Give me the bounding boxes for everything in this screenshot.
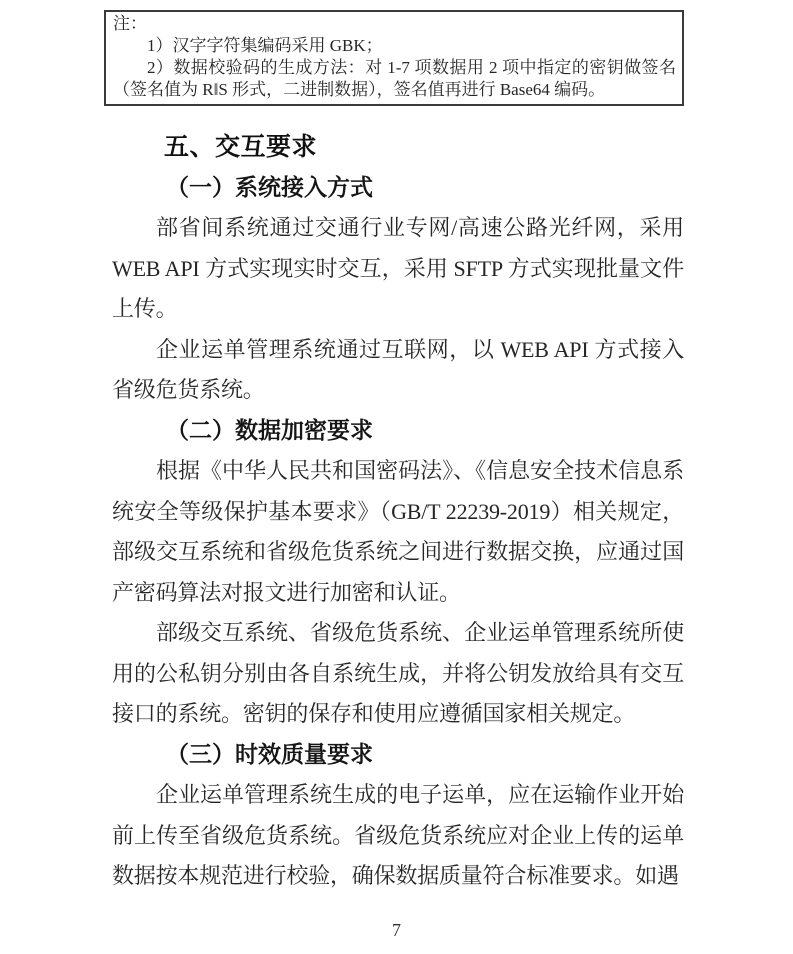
subsection-heading-timeliness-quality: （三）时效质量要求 — [166, 741, 373, 767]
paragraph-timeliness-quality-1: 企业运单管理系统生成的电子运单，应在运输作业开始前上传至省级危货系统。省级危货系统应对企业上传的运单数据按本规范进行校验，确保数据质量符合标准要求。如遇 — [112, 782, 684, 888]
note-item-1: 1）汉字字符集编码采用 GBK； — [147, 36, 383, 55]
section-title: 五、交互要求 — [164, 133, 318, 161]
subsection-heading-data-encryption: （二）数据加密要求 — [166, 417, 373, 443]
paragraph-data-encryption-1: 根据《中华人民共和国密码法》、《信息安全技术信息系统安全等级保护基本要求》（GB/T 22239-2019）相关规定，部级交互系统和省级危货系统之间进行数据交换，应通过国产密码算法对报文进行加密和认证。 — [112, 458, 684, 605]
paragraph-data-encryption-2: 部级交互系统、省级危货系统、企业运单管理系统所使用的公私钥分别由各自系统生成，并将公钥发放给具有交互接口的系统。密钥的保存和使用应遵循国家相关规定。 — [112, 620, 684, 726]
note-label: 注： — [113, 14, 147, 33]
page-number: 7 — [392, 920, 401, 940]
paragraph-system-access-2: 企业运单管理系统通过互联网，以 WEB API 方式接入省级危货系统。 — [112, 336, 684, 402]
paragraph-system-access-1: 部省间系统通过交通行业专网/高速公路光纤网，采用 WEB API 方式实现实时交互，采用 SFTP 方式实现批量文件上传。 — [112, 215, 684, 321]
note-item-2: 2）数据校验码的生成方法：对 1-7 项数据用 2 项中指定的密钥做签名（签名值为 R‖S 形式，二进制数据），签名值再进行 Base64 编码。 — [113, 58, 676, 99]
note-box — [104, 10, 684, 106]
subsection-heading-system-access: （一）系统接入方式 — [166, 174, 373, 200]
document-body — [112, 127, 684, 897]
